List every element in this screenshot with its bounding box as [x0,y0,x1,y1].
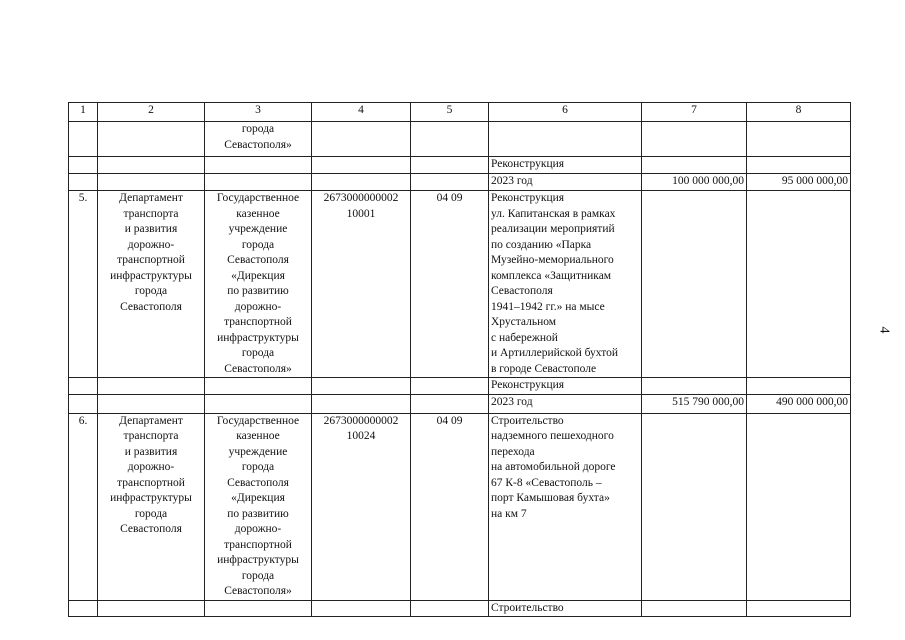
table-row [69,122,851,157]
code-cell: 2673000000002 10024 [312,413,411,600]
table-row [69,600,851,617]
header-cell-5: 5 [411,103,489,122]
header-cell-7: 7 [642,103,747,122]
document-table [68,102,851,617]
section-cell: 04 09 [411,191,489,378]
amount-cell: 95 000 000,00 [747,174,851,191]
table-row [69,174,851,191]
table-row [69,378,851,395]
entry-row-5 [69,191,851,378]
entry-row-6 [69,413,851,600]
work-type-cell: Строительство [489,600,642,617]
object-cell: Реконструкция ул. Капитанская в рамках реализации мероприятий по созданию «Парка Музейно-мемориального комплекса «Защитникам Севастополя 1941–1942 гг.» на мысе Хрустальном с набережной и Артиллерийской бухтой в городе Севастополе [489,191,642,378]
department-cell: Департамент транспорта и развития дорожно- транспортной инфраструктуры города Севастополя [98,191,205,378]
header-cell-6: 6 [489,103,642,122]
header-cell-1: 1 [69,103,98,122]
org-continuation: города Севастополя» [205,122,312,157]
header-cell-4: 4 [312,103,411,122]
header-cell-3: 3 [205,103,312,122]
entry-number: 6. [69,413,98,600]
department-cell: Департамент транспорта и развития дорожно- транспортной инфраструктуры города Севастополя [98,413,205,600]
table-row [69,157,851,174]
amount-cell: 100 000 000,00 [642,174,747,191]
section-cell: 04 09 [411,413,489,600]
year-cell: 2023 год [489,174,642,191]
work-type-cell: Реконструкция [489,157,642,174]
organization-cell: Государственное казенное учреждение города Севастополя «Дирекция по развитию дорожно- транспортной инфраструктуры города Севастополя» [205,413,312,600]
page-number: 4 [876,326,892,334]
amount-cell: 515 790 000,00 [642,394,747,413]
header-cell-2: 2 [98,103,205,122]
amount-cell: 490 000 000,00 [747,394,851,413]
header-row [69,103,851,122]
code-cell: 2673000000002 10001 [312,191,411,378]
object-cell: Строительство надземного пешеходного перехода на автомобильной дороге 67 К-8 «Севастополь – порт Камышовая бухта» на км 7 [489,413,642,600]
year-cell: 2023 год [489,394,642,413]
header-cell-8: 8 [747,103,851,122]
work-type-cell: Реконструкция [489,378,642,395]
entry-number: 5. [69,191,98,378]
organization-cell: Государственное казенное учреждение города Севастополя «Дирекция по развитию дорожно- транспортной инфраструктуры города Севастополя» [205,191,312,378]
table-row [69,394,851,413]
